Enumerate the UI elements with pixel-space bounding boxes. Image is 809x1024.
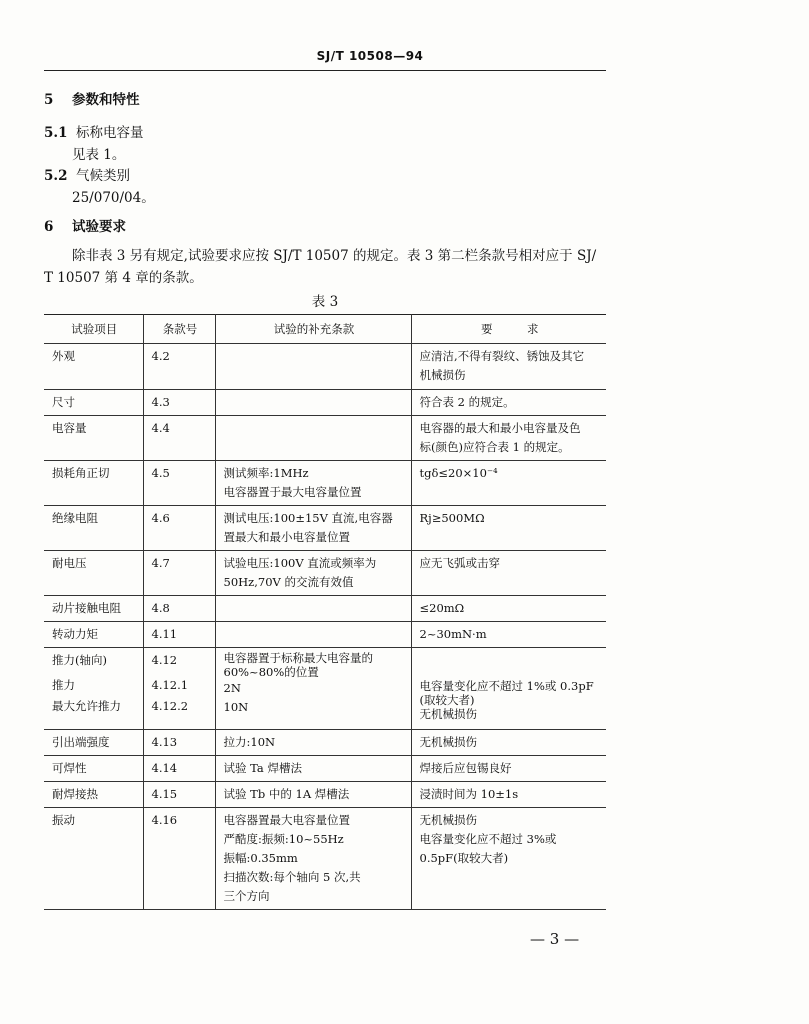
header-clause-number: 条款号 xyxy=(143,315,215,344)
supplementary-cell xyxy=(215,756,411,782)
clause-cell: 4.13 xyxy=(143,730,215,756)
section-6-paragraph-line-2: T 10507 第 4 章的条款。 xyxy=(44,270,203,286)
supplementary-cell-line: 扫描次数:每个轴向 5 次,共 xyxy=(223,870,361,884)
requirement-cell-line: tgδ≤20×10⁻⁴ xyxy=(419,466,498,480)
table-row xyxy=(44,648,606,730)
requirement-cell xyxy=(411,416,606,461)
requirement-cell xyxy=(411,808,606,910)
clause-cell: 4.11 xyxy=(143,622,215,648)
clause-cell: 4.15 xyxy=(143,782,215,808)
supplementary-cell xyxy=(215,506,411,551)
header-rule xyxy=(44,70,606,71)
page-number: — 3 — xyxy=(530,930,580,948)
test-item-cell-line: 推力 xyxy=(52,678,75,692)
supplementary-cell-line: 2N xyxy=(223,681,241,695)
table-header-row xyxy=(44,315,606,344)
supplementary-cell xyxy=(215,730,411,756)
test-item-cell: 外观 xyxy=(44,344,143,390)
requirement-cell xyxy=(411,622,606,648)
section-5-number: 5 xyxy=(44,92,54,108)
requirement-cell-line: 电容器的最大和最小电容量及色 xyxy=(419,421,581,435)
requirement-cell xyxy=(411,461,606,506)
clause-cell: 4.5 xyxy=(143,461,215,506)
supplementary-cell-line: 试验 Tb 中的 1A 焊槽法 xyxy=(223,787,350,801)
section-5-2-heading xyxy=(44,164,130,184)
clause-cell: 4.14 xyxy=(143,756,215,782)
table-row xyxy=(44,622,606,648)
supplementary-cell xyxy=(215,551,411,596)
section-5-2-title: 气候类别 xyxy=(76,168,130,184)
test-item-cell: 损耗角正切 xyxy=(44,461,143,506)
table-row xyxy=(44,506,606,551)
supplementary-cell-line: 60%~80%的位置 xyxy=(223,665,319,679)
supplementary-cell xyxy=(215,808,411,910)
requirement-cell-line: Rj≥500MΩ xyxy=(419,511,485,525)
section-5-heading xyxy=(44,88,140,108)
requirement-cell-line: 0.5pF(取较大者) xyxy=(419,851,509,865)
table-row xyxy=(44,551,606,596)
supplementary-cell-line: 电容器置于标称最大电容量的 xyxy=(223,651,373,665)
table-row xyxy=(44,461,606,506)
clause-cell xyxy=(143,648,215,730)
test-item-cell: 转动力矩 xyxy=(44,622,143,648)
supplementary-cell xyxy=(215,390,411,416)
table-row xyxy=(44,416,606,461)
requirement-cell xyxy=(411,782,606,808)
supplementary-cell-line: 三个方向 xyxy=(223,889,270,903)
requirement-cell-line: 标(颜色)应符合表 1 的规定。 xyxy=(419,440,570,454)
requirement-cell xyxy=(411,730,606,756)
supplementary-cell xyxy=(215,782,411,808)
test-item-cell: 可焊性 xyxy=(44,756,143,782)
test-item-cell: 引出端强度 xyxy=(44,730,143,756)
table-row xyxy=(44,730,606,756)
supplementary-cell-line: 置最大和最小电容量位置 xyxy=(223,530,350,544)
clause-cell: 4.16 xyxy=(143,808,215,910)
requirement-cell xyxy=(411,506,606,551)
section-6-number: 6 xyxy=(44,219,54,235)
table-row xyxy=(44,596,606,622)
clause-cell-line: 4.12 xyxy=(151,653,178,667)
clause-cell: 4.2 xyxy=(143,344,215,390)
supplementary-cell-line: 50Hz,70V 的交流有效值 xyxy=(223,575,354,589)
section-6-title: 试验要求 xyxy=(72,219,126,235)
requirement-cell-line: 浸渍时间为 10±1s xyxy=(419,787,519,801)
clause-cell-line: 4.12.1 xyxy=(151,678,189,692)
table-row xyxy=(44,808,606,910)
clause-cell: 4.4 xyxy=(143,416,215,461)
test-item-cell: 耐焊接热 xyxy=(44,782,143,808)
standard-code-header: SJ/T 10508—94 xyxy=(316,49,424,63)
section-6-paragraph-line-1: 除非表 3 另有规定,试验要求应按 SJ/T 10507 的规定。表 3 第二栏条款号相对应于 SJ/ xyxy=(72,248,597,264)
requirement-cell-line: 2~30mN·m xyxy=(419,627,487,641)
test-item-cell: 尺寸 xyxy=(44,390,143,416)
test-item-cell: 动片接触电阻 xyxy=(44,596,143,622)
requirement-cell xyxy=(411,648,606,730)
supplementary-cell xyxy=(215,344,411,390)
section-5-1-heading xyxy=(44,121,144,141)
section-6-heading xyxy=(44,215,126,235)
test-item-cell: 振动 xyxy=(44,808,143,910)
requirement-cell-line: 电容量变化应不超过 3%或 xyxy=(419,832,557,846)
requirement-cell-line: 机械损伤 xyxy=(419,368,466,382)
test-item-cell xyxy=(44,648,143,730)
clause-cell-line: 4.12.2 xyxy=(151,699,189,713)
clause-cell: 4.8 xyxy=(143,596,215,622)
clause-cell: 4.6 xyxy=(143,506,215,551)
clause-cell: 4.3 xyxy=(143,390,215,416)
requirement-cell xyxy=(411,551,606,596)
test-item-cell: 绝缘电阻 xyxy=(44,506,143,551)
requirement-cell-line: 应无飞弧或击穿 xyxy=(419,556,500,570)
section-5-2-number: 5.2 xyxy=(44,168,68,184)
requirement-cell-line: 无机械损伤 xyxy=(419,735,477,749)
supplementary-cell-line: 电容器置最大电容量位置 xyxy=(223,813,350,827)
table-row xyxy=(44,756,606,782)
supplementary-cell xyxy=(215,622,411,648)
supplementary-cell-line: 10N xyxy=(223,700,249,714)
supplementary-cell-line: 测试电压:100±15V 直流,电容器 xyxy=(223,511,393,525)
section-5-1-number: 5.1 xyxy=(44,125,68,141)
supplementary-cell-line: 试验 Ta 焊槽法 xyxy=(223,761,302,775)
header-test-item: 试验项目 xyxy=(44,315,143,344)
clause-cell: 4.7 xyxy=(143,551,215,596)
section-5-title: 参数和特性 xyxy=(72,92,140,108)
section-5-1-text: 见表 1。 xyxy=(72,147,126,163)
requirement-cell xyxy=(411,390,606,416)
test-item-cell: 电容量 xyxy=(44,416,143,461)
requirement-cell xyxy=(411,344,606,390)
header-requirement: 要 求 xyxy=(411,315,606,344)
requirement-cell xyxy=(411,596,606,622)
requirement-cell-line: 电容量变化应不超过 1%或 0.3pF xyxy=(419,679,594,693)
test-item-cell-line: 最大允许推力 xyxy=(52,699,121,713)
requirement-cell-line: 符合表 2 的规定。 xyxy=(419,395,515,409)
supplementary-cell xyxy=(215,648,411,730)
supplementary-cell xyxy=(215,461,411,506)
test-requirements-table xyxy=(44,314,606,910)
table-row xyxy=(44,344,606,390)
supplementary-cell xyxy=(215,416,411,461)
supplementary-cell-line: 振幅:0.35mm xyxy=(223,851,298,865)
header-supplementary-clause: 试验的补充条款 xyxy=(215,315,411,344)
requirement-cell xyxy=(411,756,606,782)
table-row xyxy=(44,782,606,808)
supplementary-cell-line: 严酷度:振频:10~55Hz xyxy=(223,832,344,846)
test-item-cell-line: 推力(轴向) xyxy=(52,653,107,667)
requirement-cell-line: 无机械损伤 xyxy=(419,813,477,827)
supplementary-cell-line: 拉力:10N xyxy=(223,735,276,749)
requirement-cell-line: 无机械损伤 xyxy=(419,707,477,721)
requirement-cell-line: 应清洁,不得有裂纹、锈蚀及其它 xyxy=(419,349,585,363)
supplementary-cell-line: 电容器置于最大电容量位置 xyxy=(223,485,362,499)
supplementary-cell-line: 测试频率:1MHz xyxy=(223,466,309,480)
supplementary-cell xyxy=(215,596,411,622)
table-row xyxy=(44,390,606,416)
table-caption: 表 3 xyxy=(311,294,339,310)
supplementary-cell-line: 试验电压:100V 直流或频率为 xyxy=(223,556,377,570)
requirement-cell-line: 焊接后应包锡良好 xyxy=(419,761,512,775)
section-5-1-title: 标称电容量 xyxy=(76,125,144,141)
section-5-2-text: 25/070/04。 xyxy=(72,190,155,206)
requirement-cell-line: ≤20mΩ xyxy=(419,601,465,615)
test-item-cell: 耐电压 xyxy=(44,551,143,596)
requirement-cell-line: (取较大者) xyxy=(419,693,475,707)
